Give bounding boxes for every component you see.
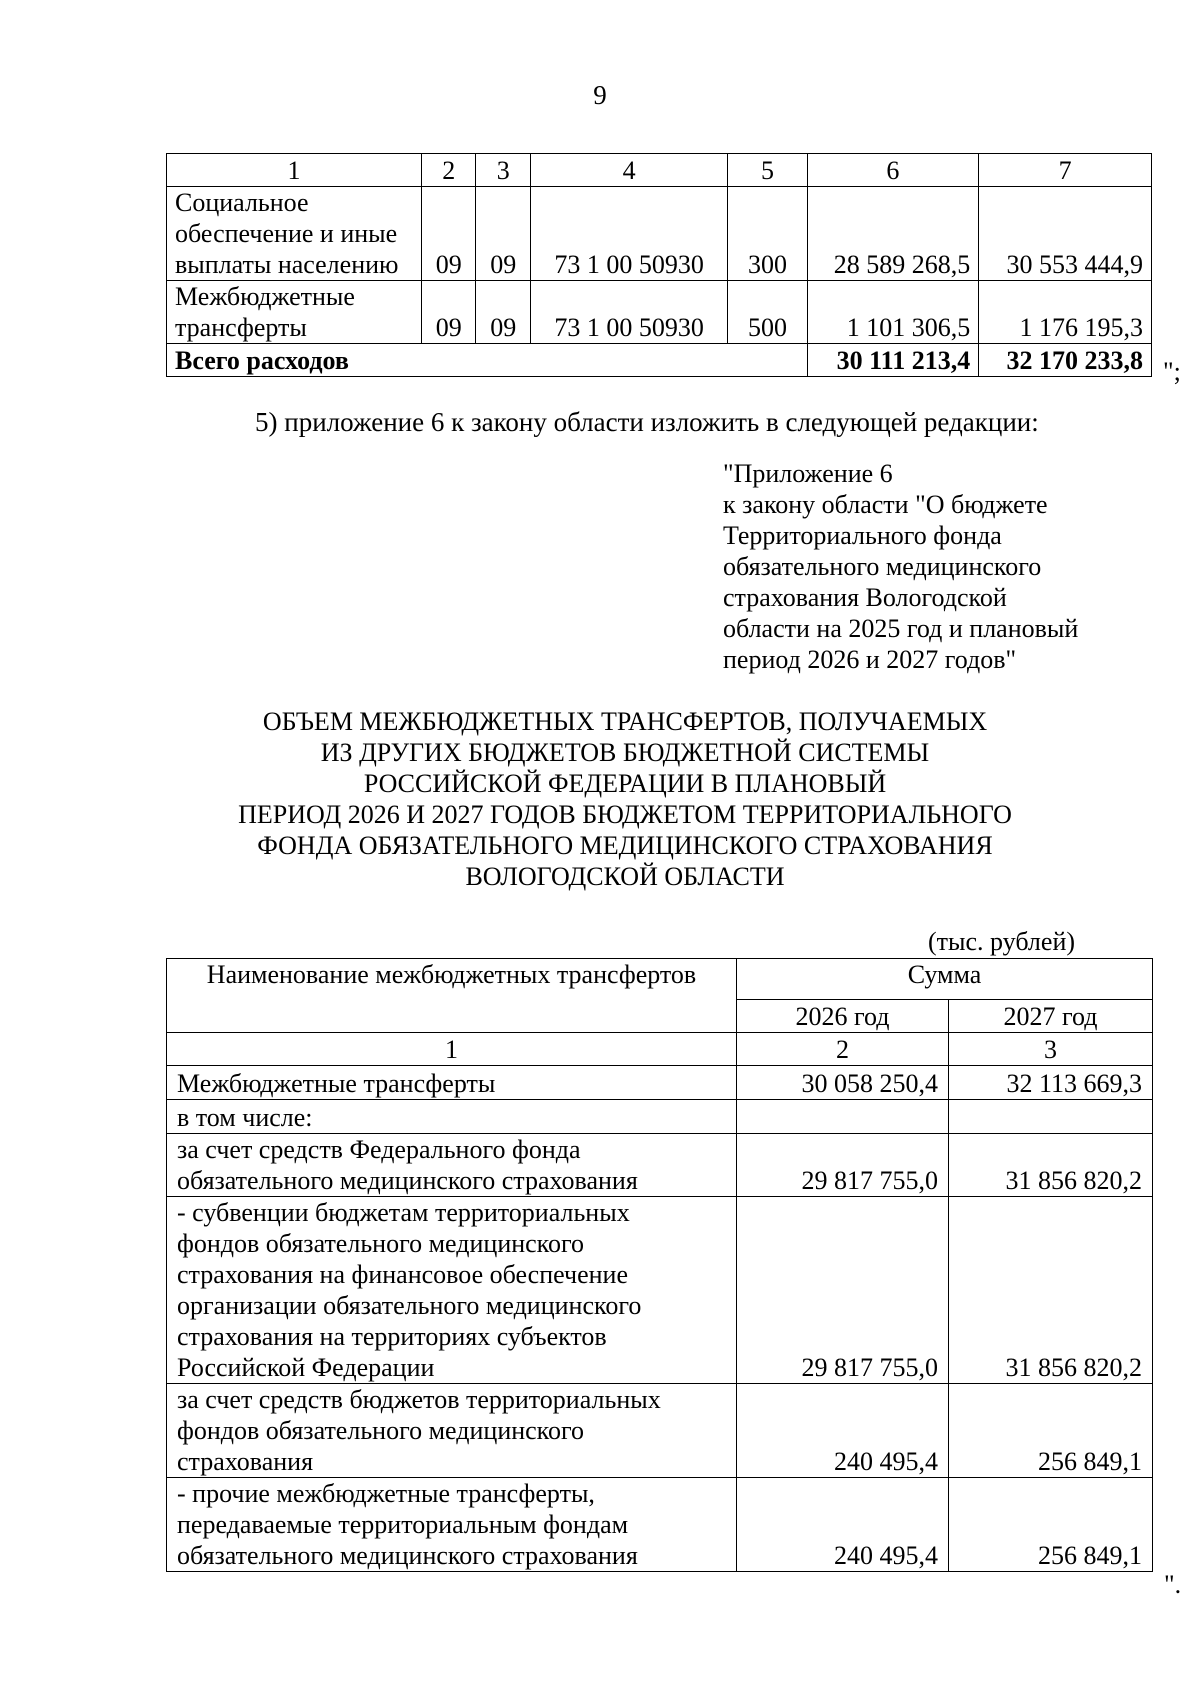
row-name-line: обязательного медицинского страхования	[177, 1541, 638, 1570]
row-name-line: - субвенции бюджетам территориальных	[177, 1198, 630, 1227]
row-name	[167, 1197, 737, 1384]
appendix-line: области на 2025 год и плановый	[723, 614, 1079, 643]
row-name-line: фондов обязательного медицинского	[177, 1229, 585, 1258]
cell-2026: 29 817 755,0	[737, 1197, 949, 1384]
cell-amount-2027: 1 176 195,3	[979, 281, 1152, 344]
row-name-line: Межбюджетные	[175, 282, 355, 311]
appendix-line: к закону области "О бюджете	[723, 490, 1048, 519]
column-number: 2	[737, 1033, 949, 1066]
column-number: 3	[949, 1033, 1153, 1066]
header-year-2027: 2027 год	[949, 1000, 1153, 1033]
transfers-table	[166, 958, 1153, 1572]
appendix-line: обязательного медицинского	[723, 552, 1042, 581]
cell-section: 09	[421, 187, 475, 281]
row-name-line: Российской Федерации	[177, 1353, 435, 1382]
row-name-line: обязательного медицинского страхования	[177, 1166, 638, 1195]
table-header-row	[167, 154, 1152, 187]
table-row	[167, 1384, 1153, 1478]
expenses-table	[166, 153, 1152, 377]
header-col-6: 6	[807, 154, 979, 187]
table-row	[167, 1134, 1153, 1197]
cell-2027: 256 849,1	[949, 1384, 1153, 1478]
cell-2026: 30 058 250,4	[737, 1066, 949, 1100]
title-line: ВОЛОГОДСКОЙ ОБЛАСТИ	[465, 862, 785, 891]
row-name-line: страхования на территориях субъектов	[177, 1322, 607, 1351]
title-line: ФОНДА ОБЯЗАТЕЛЬНОГО МЕДИЦИНСКОГО СТРАХОВАНИЯ	[257, 831, 993, 860]
appendix-note	[723, 458, 1078, 675]
cell-amount-2026: 1 101 306,5	[807, 281, 979, 344]
cell-amount-2026: 28 589 268,5	[807, 187, 979, 281]
cell-section: 09	[421, 281, 475, 344]
row-name-line: в том числе:	[177, 1103, 313, 1132]
row-name-line: страхования на финансовое обеспечение	[177, 1260, 629, 1289]
row-name-line: выплаты населению	[175, 250, 399, 279]
row-name-line: трансферты	[175, 313, 307, 342]
cell-2027: 31 856 820,2	[949, 1134, 1153, 1197]
table-row	[167, 187, 1152, 281]
page-number: 9	[593, 80, 607, 110]
cell-2026: 240 495,4	[737, 1384, 949, 1478]
table-row	[167, 1197, 1153, 1384]
closing-quote: ";	[1163, 357, 1181, 386]
cell-2027	[949, 1100, 1153, 1134]
column-number: 1	[167, 1033, 737, 1066]
table-row	[167, 1066, 1153, 1100]
header-col-4: 4	[530, 154, 727, 187]
header-col-1: 1	[167, 154, 422, 187]
cell-subsection: 09	[476, 187, 530, 281]
cell-target-article: 73 1 00 50930	[530, 187, 727, 281]
cell-target-article: 73 1 00 50930	[530, 281, 727, 344]
cell-2027: 256 849,1	[949, 1478, 1153, 1572]
table-row	[167, 1100, 1153, 1134]
table-row	[167, 1478, 1153, 1572]
total-label: Всего расходов	[167, 344, 808, 377]
appendix-line: страхования Вологодской	[723, 583, 1007, 612]
total-2027: 32 170 233,8	[979, 344, 1152, 377]
cell-expense-type: 300	[728, 187, 807, 281]
cell-2027: 31 856 820,2	[949, 1197, 1153, 1384]
header-col-7: 7	[979, 154, 1152, 187]
row-name-line: обеспечение и иные	[175, 219, 398, 248]
row-name	[167, 1100, 737, 1134]
header-sum: Сумма	[737, 959, 1153, 1000]
cell-subsection: 09	[476, 281, 530, 344]
total-row	[167, 344, 1152, 377]
cell-2026	[737, 1100, 949, 1134]
row-name	[167, 1478, 737, 1572]
amendment-paragraph: 5) приложение 6 к закону области изложить в следующей редакции:	[255, 407, 1039, 437]
row-name-line: передаваемые территориальным фондам	[177, 1510, 629, 1539]
header-name: Наименование межбюджетных трансфертов	[167, 959, 737, 1033]
row-name-line: за счет средств бюджетов территориальных	[177, 1385, 661, 1414]
total-2026: 30 111 213,4	[807, 344, 979, 377]
row-name	[167, 1066, 737, 1100]
header-col-2: 2	[421, 154, 475, 187]
document-title	[200, 706, 1050, 892]
header-col-3: 3	[476, 154, 530, 187]
appendix-line: "Приложение 6	[723, 459, 893, 488]
row-name	[167, 187, 422, 281]
row-name	[167, 281, 422, 344]
title-line: ОБЪЕМ МЕЖБЮДЖЕТНЫХ ТРАНСФЕРТОВ, ПОЛУЧАЕМЫХ	[262, 707, 988, 736]
closing-quote: ".	[1164, 1570, 1182, 1599]
appendix-line: Территориального фонда	[723, 521, 1002, 550]
row-name-line: за счет средств Федерального фонда	[177, 1135, 581, 1164]
cell-2027: 32 113 669,3	[949, 1066, 1153, 1100]
cell-2026: 240 495,4	[737, 1478, 949, 1572]
row-name-line: страхования	[177, 1447, 314, 1476]
header-year-2026: 2026 год	[737, 1000, 949, 1033]
row-name	[167, 1384, 737, 1478]
cell-2026: 29 817 755,0	[737, 1134, 949, 1197]
cell-expense-type: 500	[728, 281, 807, 344]
row-name-line: Межбюджетные трансферты	[177, 1069, 496, 1098]
row-name-line: Социальное	[175, 188, 309, 217]
appendix-line: период 2026 и 2027 годов"	[723, 645, 1017, 674]
title-line: РОССИЙСКОЙ ФЕДЕРАЦИИ В ПЛАНОВЫЙ	[363, 769, 887, 798]
title-line: ИЗ ДРУГИХ БЮДЖЕТОВ БЮДЖЕТНОЙ СИСТЕМЫ	[320, 738, 930, 767]
table-header-row	[167, 959, 1153, 1000]
header-col-5: 5	[728, 154, 807, 187]
row-name	[167, 1134, 737, 1197]
table-row	[167, 281, 1152, 344]
column-numbers-row	[167, 1033, 1153, 1066]
row-name-line: организации обязательного медицинского	[177, 1291, 642, 1320]
title-line: ПЕРИОД 2026 И 2027 ГОДОВ БЮДЖЕТОМ ТЕРРИТОРИАЛЬНОГО	[238, 800, 1012, 829]
row-name-line: фондов обязательного медицинского	[177, 1416, 585, 1445]
cell-amount-2027: 30 553 444,9	[979, 187, 1152, 281]
units-label: (тыс. рублей)	[928, 927, 1076, 956]
row-name-line: - прочие межбюджетные трансферты,	[177, 1479, 595, 1508]
